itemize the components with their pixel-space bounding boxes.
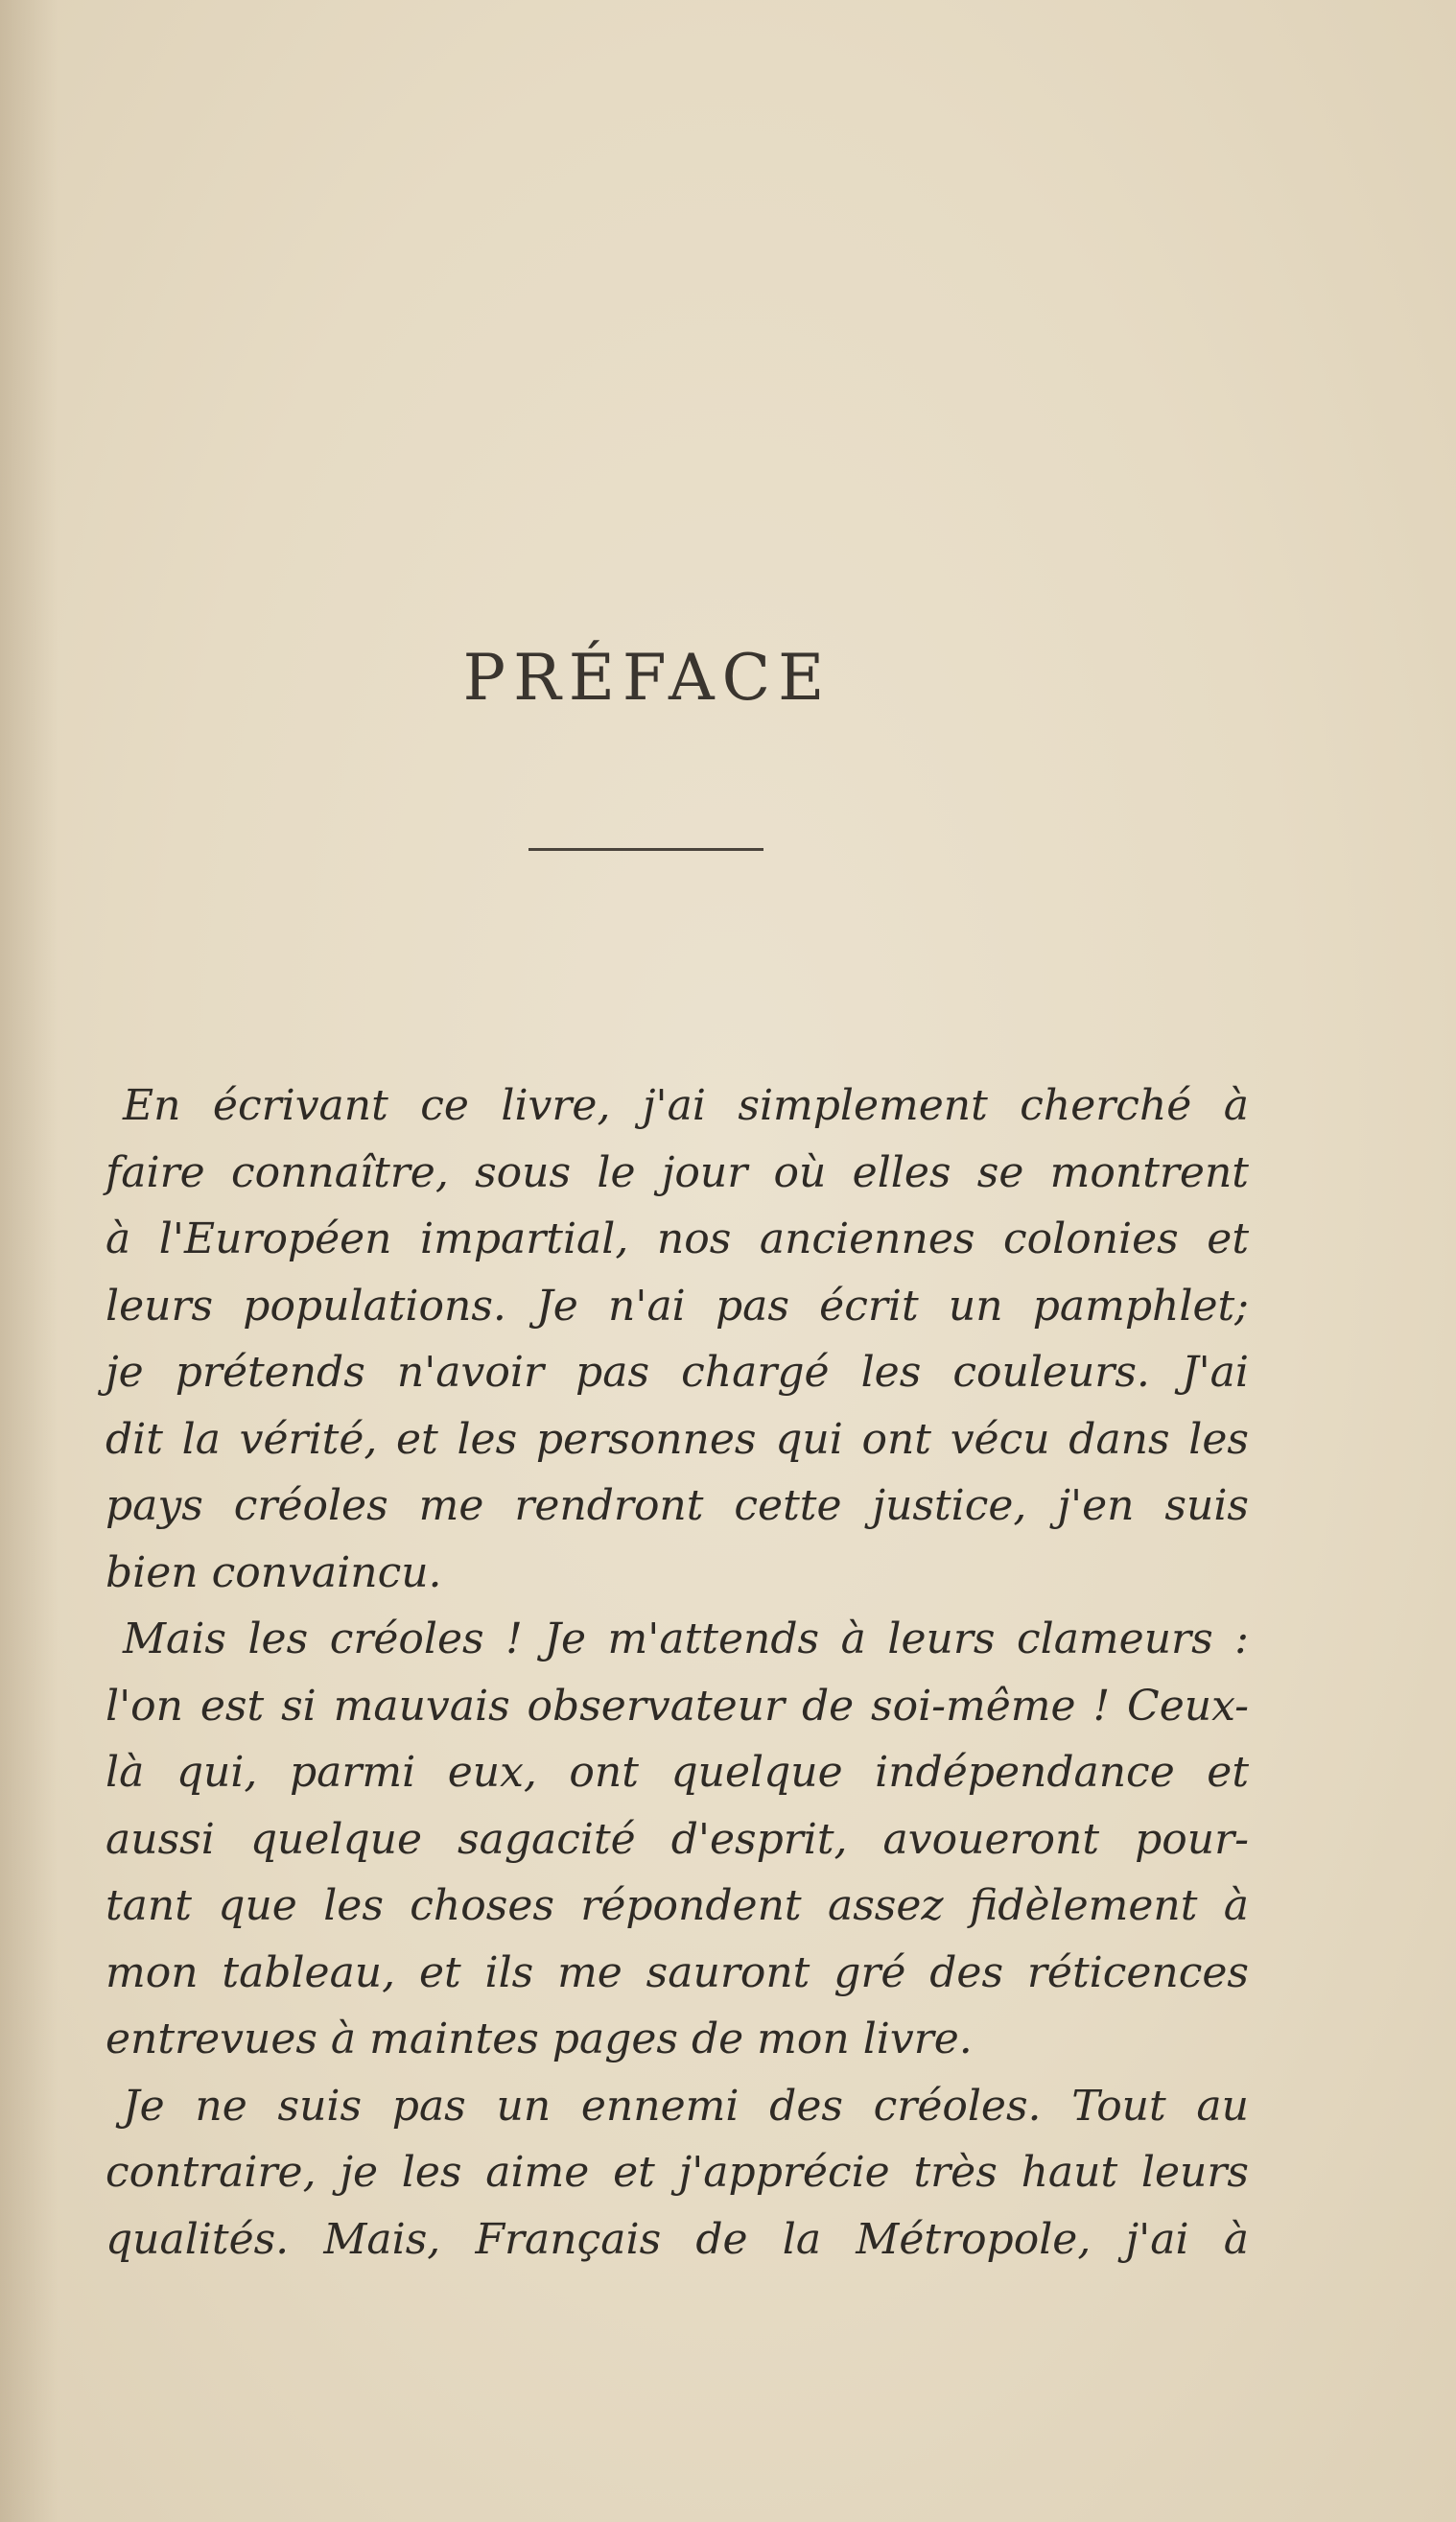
preface-body <box>106 1072 1249 2273</box>
text-line: Mais les créoles ! Je m'attends à leurs clameurs : <box>123 1615 1249 1663</box>
text-line: dit la vérité, et les personnes qui ont vécu dans les <box>106 1414 1249 1464</box>
text-line: mon tableau, et ils me sauront gré des réticences <box>106 1947 1249 1997</box>
text-line: à l'Européen impartial, nos anciennes colonies et <box>106 1214 1249 1263</box>
text-line: qualités. Mais, Français de la Métropole, j'ai à <box>106 2214 1249 2264</box>
text-line: aussi quelque sagacité d'esprit, avoueront pour- <box>106 1814 1249 1864</box>
title-divider <box>528 848 763 851</box>
text-line: leurs populations. Je n'ai pas écrit un pamphlet; <box>106 1281 1249 1331</box>
text-line: faire connaître, sous le jour où elles se montrent <box>106 1147 1249 1197</box>
text-line: pays créoles me rendront cette justice, j'en suis <box>106 1481 1249 1530</box>
text-line: contraire, je les aime et j'apprécie très haut leurs <box>106 2148 1249 2197</box>
text-line: l'on est si mauvais observateur de soi-même ! Ceux- <box>106 1681 1249 1731</box>
text-line: Je ne suis pas un ennemi des créoles. Tout au <box>123 2081 1249 2131</box>
text-line: tant que les choses répondent assez fidèlement à <box>106 1881 1249 1930</box>
text-line: je prétends n'avoir pas chargé les couleurs. J'ai <box>106 1348 1249 1397</box>
text-line: bien convaincu. <box>106 1547 442 1597</box>
text-line: entrevues à maintes pages de mon livre. <box>106 2015 973 2063</box>
page-spine-shadow <box>0 0 58 2522</box>
text-line: là qui, parmi eux, ont quelque indépendance et <box>106 1748 1249 1797</box>
page-title: PRÉFACE <box>462 641 833 715</box>
text-line: En écrivant ce livre, j'ai simplement cherché à <box>123 1081 1249 1130</box>
